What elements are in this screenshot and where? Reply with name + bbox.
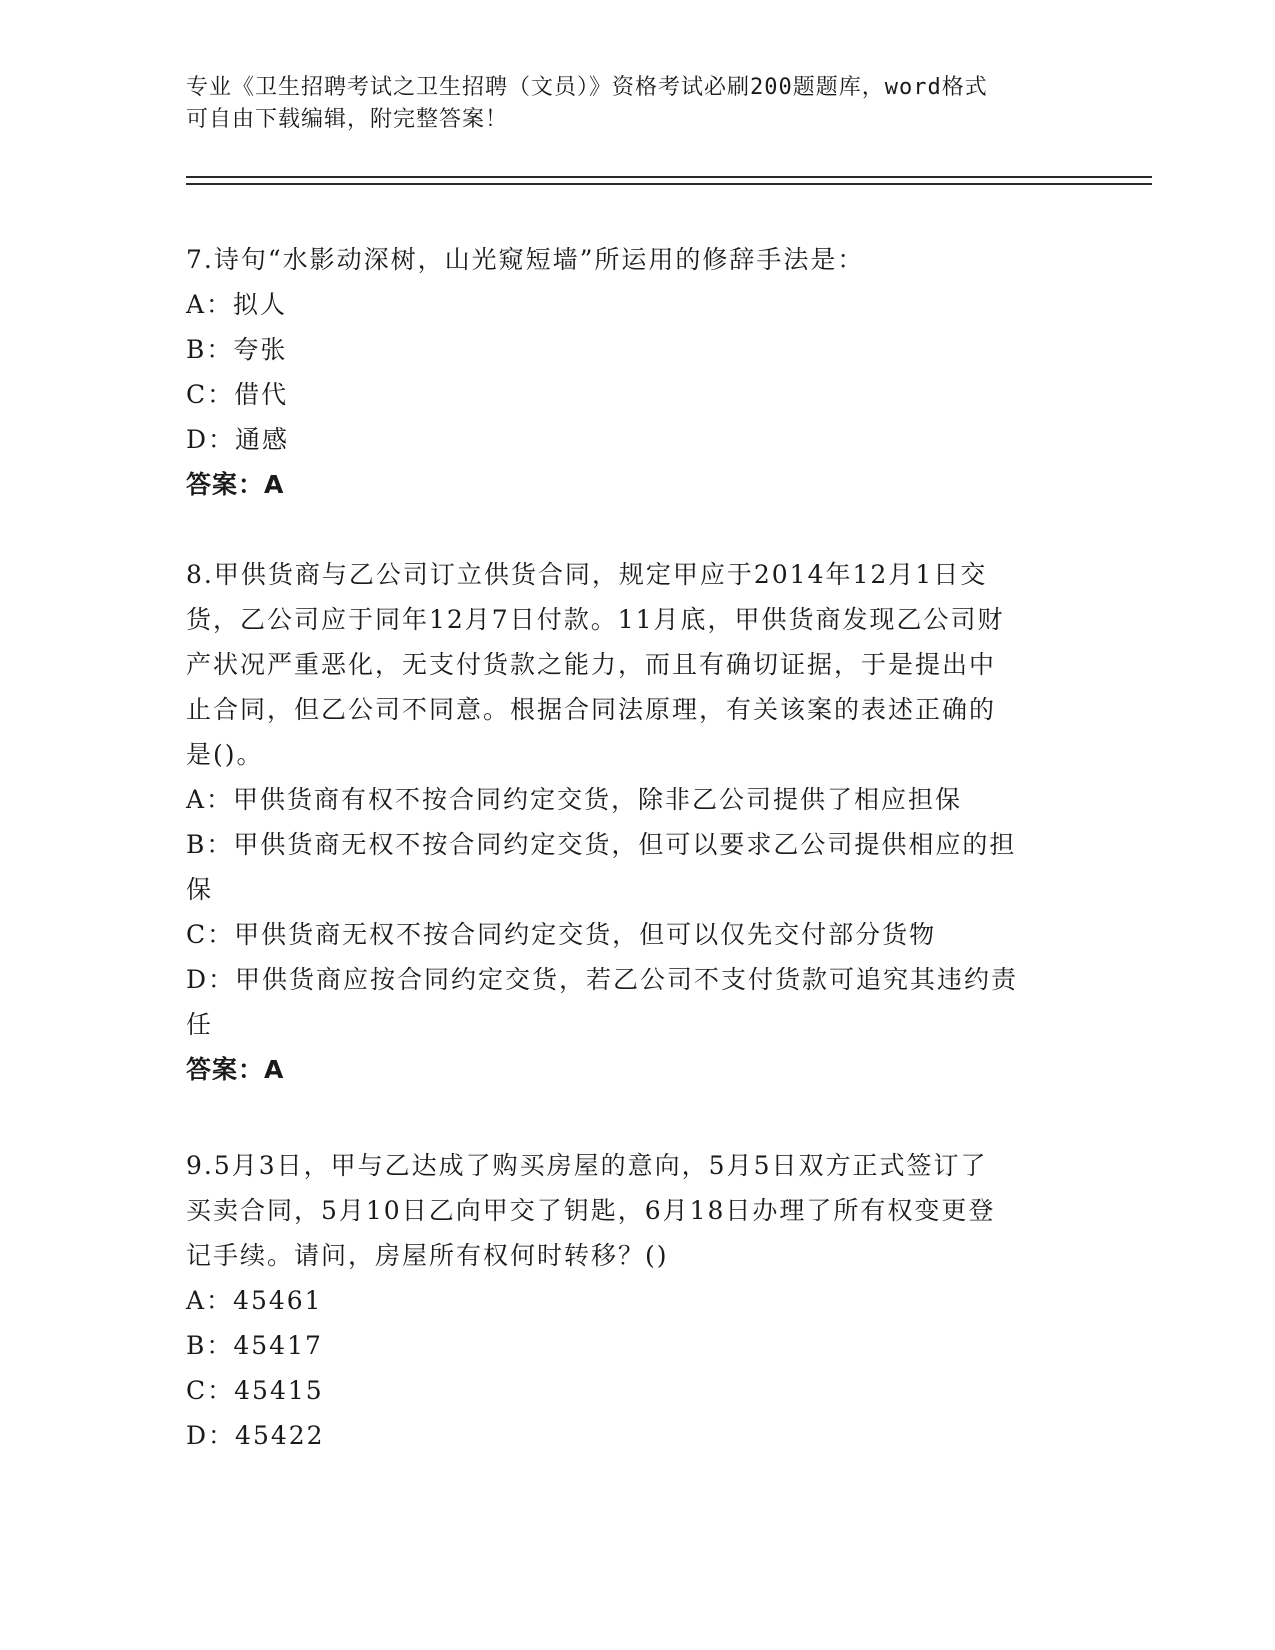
option-c: C：甲供货商无权不按合同约定交货，但可以仅先交付部分货物	[186, 920, 937, 949]
option-d: D：45422	[186, 1421, 325, 1450]
question-7	[186, 237, 1076, 507]
header-divider-bottom	[186, 183, 1152, 185]
option-c: C：借代	[186, 380, 289, 409]
option-a: A：甲供货商有权不按合同约定交货，除非乙公司提供了相应担保	[186, 785, 963, 814]
option-b: B：甲供货商无权不按合同约定交货，但可以要求乙公司提供相应的担	[186, 830, 1017, 859]
header-line-2: 可自由下载编辑，附完整答案！	[186, 107, 509, 132]
header-divider-top	[186, 176, 1152, 178]
question-stem: 9.5月3日，甲与乙达成了购买房屋的意向，5月5日双方正式签订了	[186, 1151, 988, 1180]
question-stem: 记手续。请问，房屋所有权何时转移？()	[186, 1241, 669, 1270]
answer: 答案：A	[186, 1055, 285, 1084]
question-stem: 买卖合同，5月10日乙向甲交了钥匙，6月18日办理了所有权变更登	[186, 1196, 996, 1225]
option-c: C：45415	[186, 1376, 324, 1405]
option-b: B：夸张	[186, 335, 288, 364]
question-9	[186, 1143, 1076, 1458]
option-b: B：45417	[186, 1331, 323, 1360]
question-stem: 产状况严重恶化，无支付货款之能力，而且有确切证据，于是提出中	[186, 650, 997, 679]
option-d: D：通感	[186, 425, 290, 454]
question-stem: 止合同，但乙公司不同意。根据合同法原理，有关该案的表述正确的	[186, 695, 997, 724]
option-b-continued: 保	[186, 875, 214, 904]
option-a: A：45461	[186, 1286, 323, 1315]
question-stem: 是()。	[186, 740, 264, 769]
question-stem: 8.甲供货商与乙公司订立供货合同，规定甲应于2014年12月1日交	[186, 560, 988, 589]
option-d: D：甲供货商应按合同约定交货，若乙公司不支付货款可追究其违约责	[186, 965, 1019, 994]
option-a: A：拟人	[186, 290, 288, 319]
question-stem: 7.诗句“水影动深树，山光窥短墙”所运用的修辞手法是：	[186, 245, 865, 274]
answer: 答案：A	[186, 470, 285, 499]
document-header	[186, 72, 1066, 136]
question-stem: 货，乙公司应于同年12月7日付款。11月底，甲供货商发现乙公司财	[186, 605, 1005, 634]
header-line-1: 专业《卫生招聘考试之卫生招聘（文员）》资格考试必刷200题题库，word格式	[186, 75, 988, 100]
question-8	[186, 552, 1076, 1092]
option-d-continued: 任	[186, 1010, 214, 1039]
